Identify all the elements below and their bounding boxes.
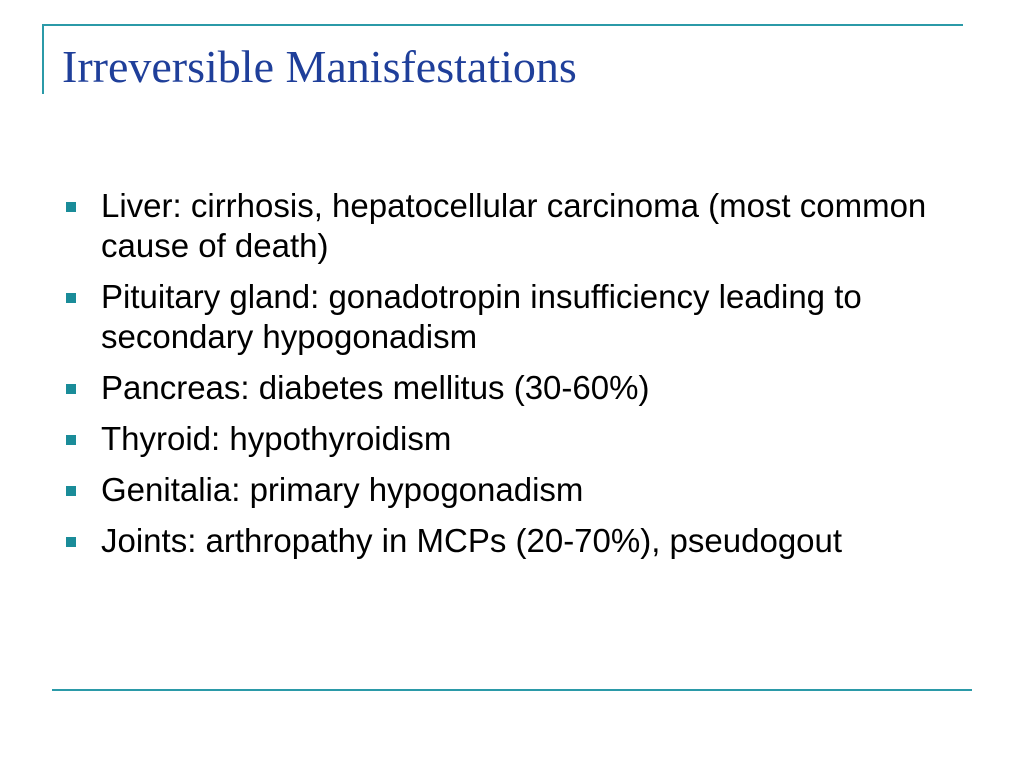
bullet-text: Genitalia: primary hypogonadism	[101, 471, 584, 508]
frame-bottom-rule	[52, 689, 972, 691]
bullet-text: Pancreas: diabetes mellitus (30-60%)	[101, 369, 650, 406]
bullet-text: Pituitary gland: gonadotropin insufficiency leading to secondary hypogonadism	[101, 278, 862, 355]
bullet-item-thyroid	[66, 419, 946, 459]
bullet-text: Thyroid: hypothyroidism	[101, 420, 452, 457]
square-bullet-icon	[66, 384, 76, 394]
frame-left-rule	[42, 24, 44, 94]
square-bullet-icon	[66, 486, 76, 496]
slide-title: Irreversible Manisfestations	[62, 41, 577, 92]
bullet-item-joints	[66, 521, 946, 561]
square-bullet-icon	[66, 435, 76, 445]
bullet-item-liver	[66, 186, 946, 266]
square-bullet-icon	[66, 293, 76, 303]
bullet-item-genitalia	[66, 470, 946, 510]
square-bullet-icon	[66, 537, 76, 547]
bullet-list	[66, 186, 946, 572]
bullet-text: Joints: arthropathy in MCPs (20-70%), pseudogout	[101, 522, 843, 559]
frame-top-rule	[42, 24, 963, 26]
bullet-item-pituitary	[66, 277, 946, 357]
bullet-text: Liver: cirrhosis, hepatocellular carcinoma (most common cause of death)	[101, 187, 927, 264]
bullet-item-pancreas	[66, 368, 946, 408]
square-bullet-icon	[66, 202, 76, 212]
